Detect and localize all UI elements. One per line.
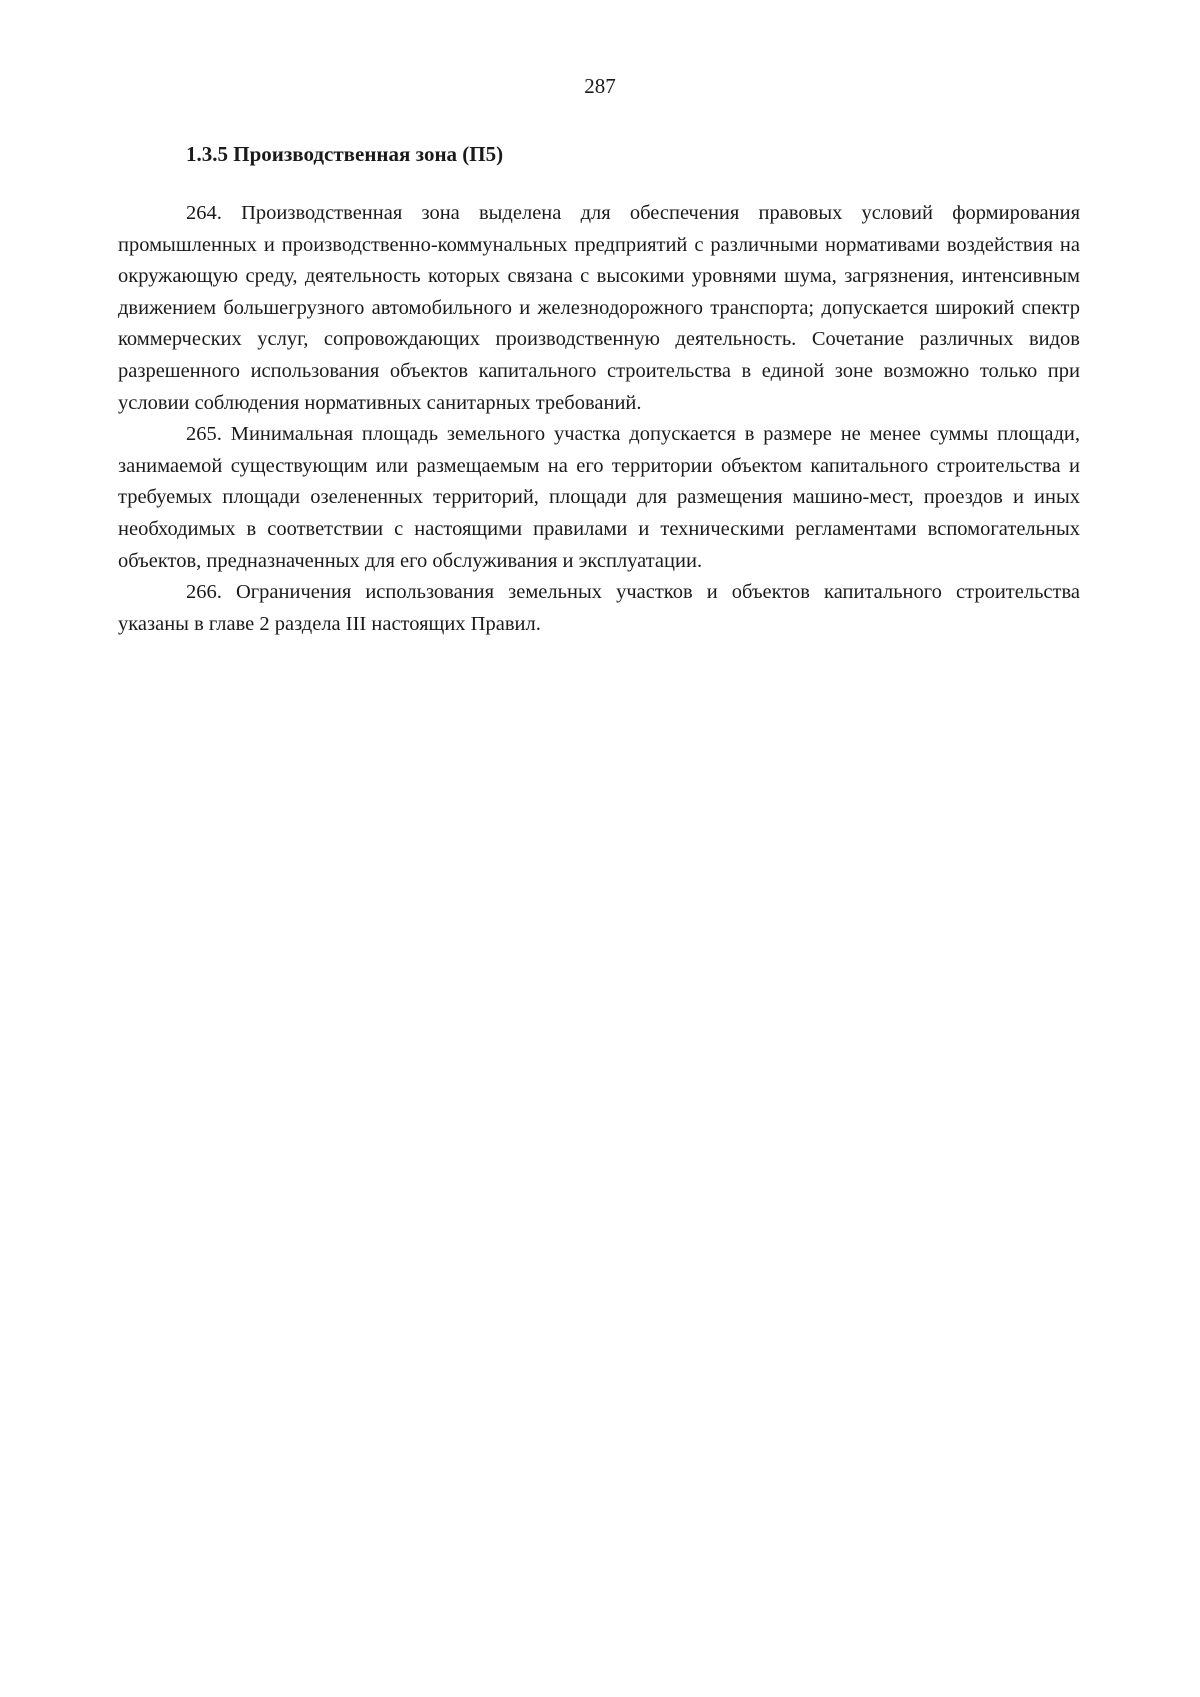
paragraph-264: 264. Производственная зона выделена для обеспечения правовых условий формирования промышленных и производственно-коммунальных предприятий с различными нормативами воздействия на окружающую среду, деятельность которых связана с высокими уровнями шума, загрязнения, интенсивным движением большегрузного автомобильного и железнодорожного транспорта; допускается широкий спектр коммерческих услуг, сопровождающих производственную деятельность. Сочетание различных видов разрешенного использования объектов капитального строительства в единой зоне возможно только при условии соблюдения нормативных санитарных требований. <box>118 202 1080 414</box>
page-number: 287 <box>584 74 616 98</box>
paragraph-265: 265. Минимальная площадь земельного участка допускается в размере не менее суммы площади, занимаемой существующим или размещаемым на его территории объектом капитального строительства и требуемых площади озелененных территорий, площади для размещения машино-мест, проездов и иных необходимых в соответствии с настоящими правилами и техническими регламентами вспомогательных объектов, предназначенных для его обслуживания и эксплуатации. <box>118 423 1080 572</box>
document-body <box>118 198 1080 640</box>
paragraph-266: 266. Ограничения использования земельных участков и объектов капитального строительства указаны в главе 2 раздела III настоящих Правил. <box>118 581 1080 635</box>
section-heading: 1.3.5 Производственная зона (П5) <box>186 142 504 166</box>
